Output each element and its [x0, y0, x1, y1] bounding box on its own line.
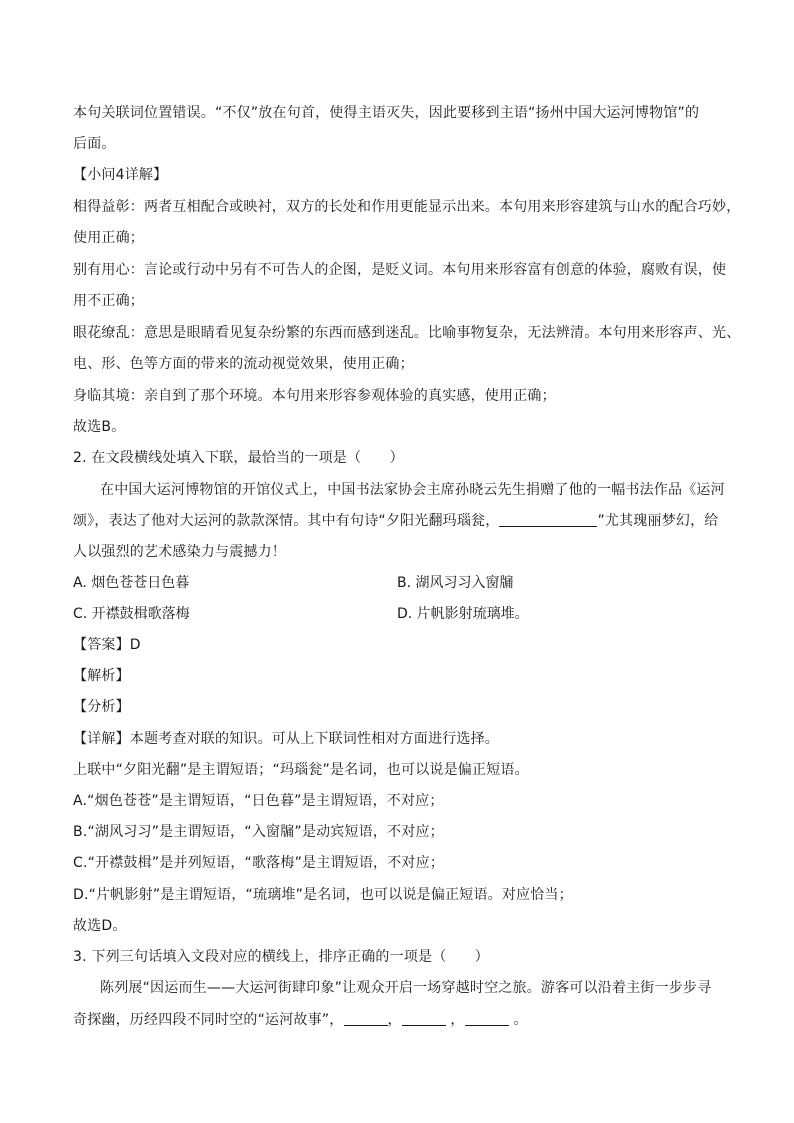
analysis-line: D.“片帆影射”是主谓短语，“琉璃堆”是名词，也可以说是偏正短语。对应恰当；: [73, 887, 573, 903]
text-line: 本句关联词位置错误。“不仅”放在句首，使得主语灭失，因此要移到主语“扬州中国大运河博物馆”的: [73, 105, 700, 121]
separator: ，: [387, 1012, 402, 1028]
option-a: A. 烟色苍苍日色暮: [73, 575, 190, 591]
text-line: 故选B。: [73, 419, 126, 435]
option-b: B. 湖风习习入窗牖: [397, 575, 514, 591]
separator: ，: [450, 1012, 465, 1028]
analysis-line: B.“湖风习习”是主谓短语，“入窗牖”是动宾短语，不对应；: [73, 824, 444, 840]
detail-tag: 【详解】: [73, 731, 130, 747]
text-line: 相得益彰：两者互相配合或映衬，双方的长处和作用更能显示出来。本句用来形容建筑与山水的配合巧妙，: [73, 199, 741, 215]
detail-text: 本题考查对联的知识。可从上下联词性相对方面进行选择。: [129, 731, 500, 747]
text-line: 后面。: [73, 136, 116, 152]
q3-passage-text: 奇探幽，历经四段不同时空的“运河故事”，: [73, 1012, 344, 1028]
fenxi-label: 【分析】: [73, 699, 130, 715]
q2-passage-line: 在中国大运河博物馆的开馆仪式上，中国书法家协会主席孙晓云先生捐赠了他的一幅书法作品《运河: [100, 482, 725, 498]
fill-blank: [344, 1011, 388, 1026]
analysis-line: 上联中“夕阳光翻”是主谓短语；“玛瑙瓮”是名词，也可以说是偏正短语。: [73, 762, 529, 778]
detail-line: [73, 729, 733, 749]
text-line: 别有用心：言论或行动中另有不可告人的企图，是贬义词。本句用来形容富有创意的体验，腐败有误，使: [73, 262, 727, 278]
q2-passage-text: 颂》，表达了他对大运河的款款深情。其中有句诗“夕阳光翻玛瑙瓮，: [73, 513, 500, 529]
text-line: 电、形、色等方面的带来的流动视觉效果，使用正确；: [73, 356, 414, 372]
text-line: 使用正确；: [73, 230, 144, 246]
answer-label: 【答案】D: [73, 637, 141, 653]
fill-blank: [499, 512, 597, 527]
text-line: 身临其境：亲自到了那个环境。本句用来形容参观体验的真实感，使用正确；: [73, 388, 556, 404]
q2-passage-text: ”尤其瑰丽梦幻，给: [597, 513, 719, 529]
fill-blank: [465, 1011, 509, 1026]
option-d: D. 片帆影射琉璃堆。: [397, 606, 529, 622]
question-2-stem: 2. 在文段横线处填入下联，最恰当的一项是（ ）: [73, 450, 404, 466]
analysis-line: C.“开襟鼓楫”是并列短语，“歌落梅”是主谓短语，不对应；: [73, 855, 445, 871]
option-c: C. 开襟鼓楫歌落梅: [73, 606, 190, 622]
fill-blank: [402, 1011, 446, 1026]
q3-passage-line: [73, 1010, 733, 1030]
text-line: 眼花缭乱：意思是眼睛看见复杂纷繁的东西而感到迷乱。比喻事物复杂，无法辨清。本句用来形容声、光、: [73, 325, 741, 341]
section-heading: 【小问4详解】: [73, 167, 168, 183]
period: 。: [513, 1012, 528, 1028]
q3-passage-line: 陈列展“因运而生——大运河街肆印象”让观众开启一场穿越时空之旅。游客可以沿着主街一步步寻: [100, 980, 712, 996]
question-3-stem: 3. 下列三句话填入文段对应的横线上，排序正确的一项是（ ）: [73, 949, 490, 965]
jiexi-label: 【解析】: [73, 668, 130, 684]
q2-passage-line: [73, 511, 733, 531]
analysis-line: A.“烟色苍苍”是主谓短语，“日色暮”是主谓短语，不对应；: [73, 793, 444, 809]
text-line: 用不正确；: [73, 293, 144, 309]
q2-passage-line: 人以强烈的艺术感染力与震撼力！: [73, 544, 286, 560]
analysis-line: 故选D。: [73, 918, 127, 934]
